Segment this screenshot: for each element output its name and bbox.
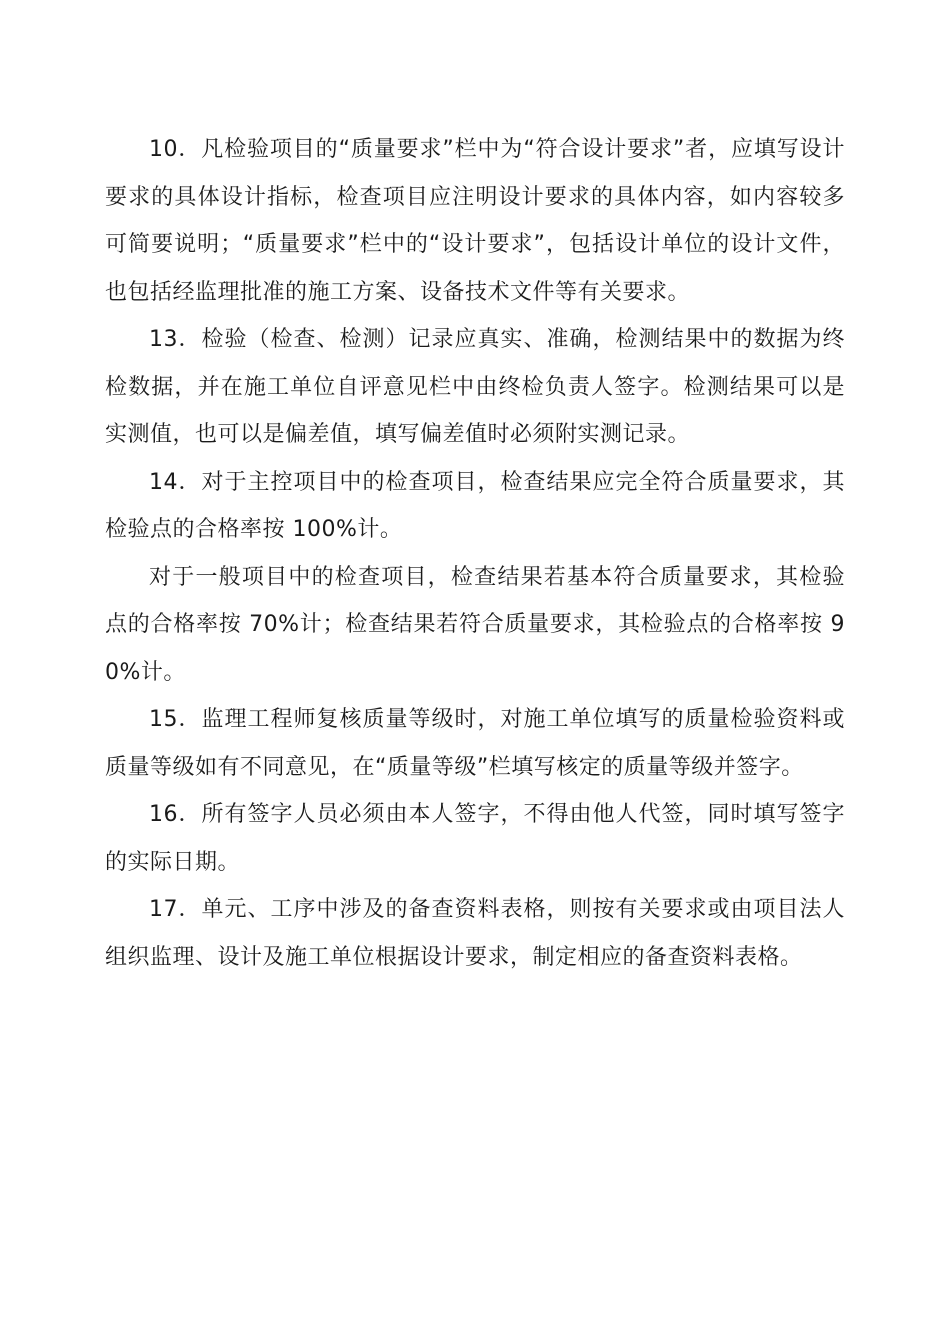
- document-body: [105, 126, 845, 981]
- paragraph-item-17: 17．单元、工序中涉及的备查资料表格，则按有关要求或由项目法人组织监理、设计及施工单位根据设计要求，制定相应的备查资料表格。: [105, 897, 845, 970]
- paragraph-item-16: 16．所有签字人员必须由本人签字，不得由他人代签，同时填写签字的实际日期。: [105, 802, 845, 875]
- paragraph-item-13: 13．检验（检查、检测）记录应真实、准确，检测结果中的数据为终检数据，并在施工单位自评意见栏中由终检负责人签字。检测结果可以是实测值，也可以是偏差值，填写偏差值时必须附实测记录。: [105, 327, 845, 447]
- paragraph-item-15: 15．监理工程师复核质量等级时，对施工单位填写的质量检验资料或质量等级如有不同意见，在“质量等级”栏填写核定的质量等级并签字。: [105, 707, 845, 780]
- paragraph-item-10: 10．凡检验项目的“质量要求”栏中为“符合设计要求”者，应填写设计要求的具体设计指标，检查项目应注明设计要求的具体内容，如内容较多可简要说明；“质量要求”栏中的“设计要求”，包括设计单位的设计文件，也包括经监理批准的施工方案、设备技术文件等有关要求。: [105, 137, 845, 305]
- paragraph-general-items: 对于一般项目中的检查项目，检查结果若基本符合质量要求，其检验点的合格率按 70%计；检查结果若符合质量要求，其检验点的合格率按 90%计。: [105, 564, 845, 685]
- paragraph-item-14: 14．对于主控项目中的检查项目，检查结果应完全符合质量要求，其检验点的合格率按 100%计。: [105, 469, 845, 542]
